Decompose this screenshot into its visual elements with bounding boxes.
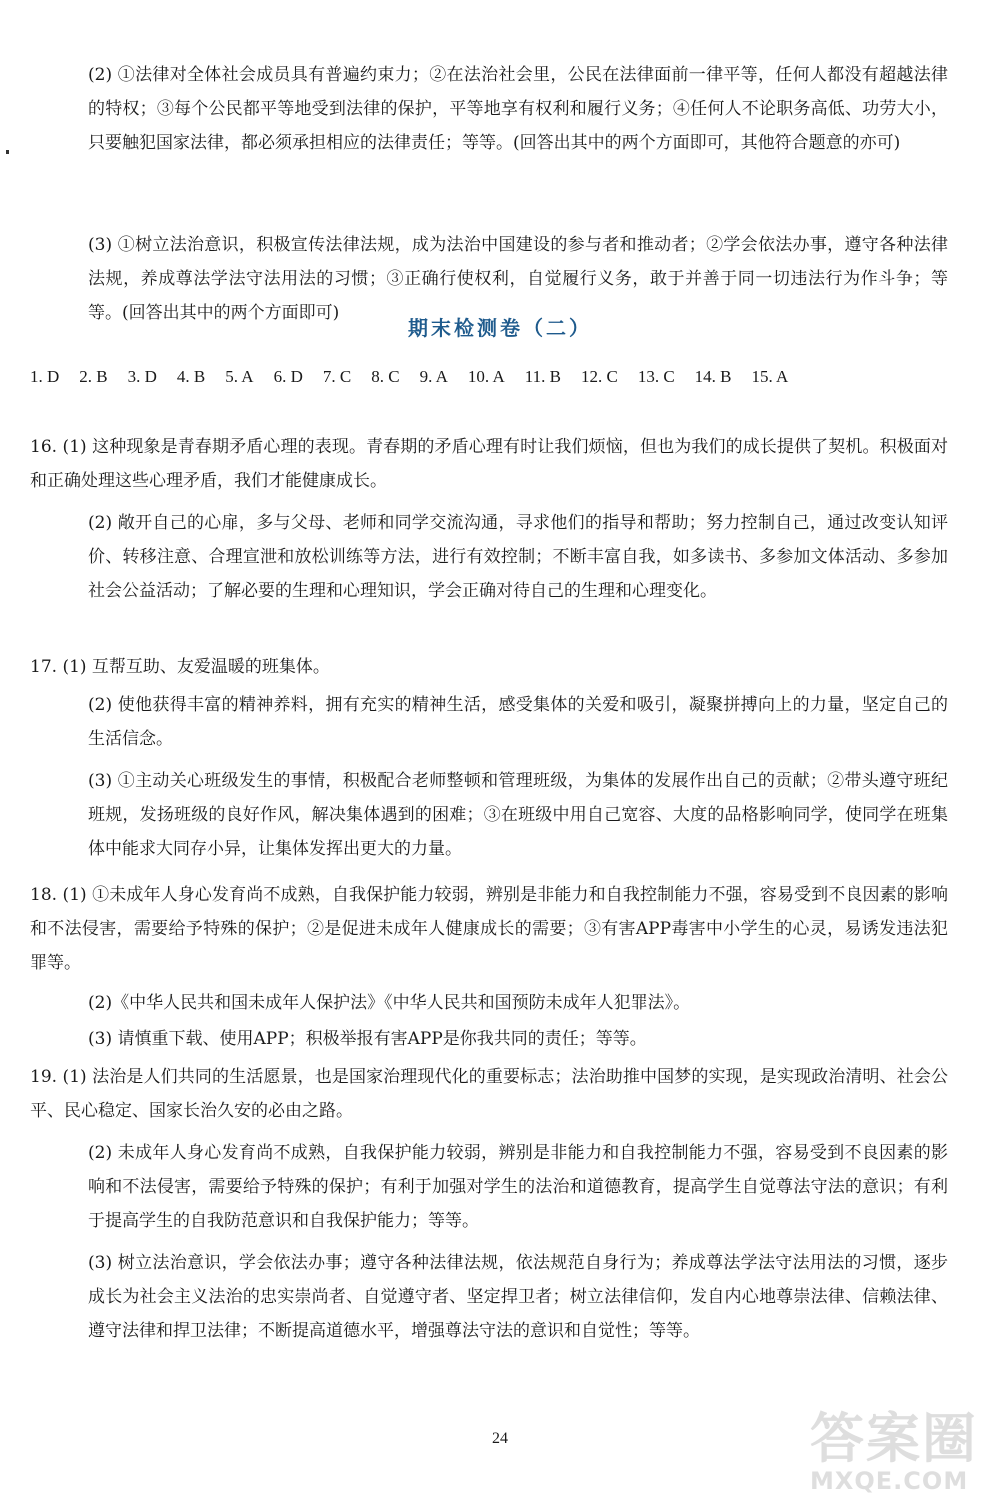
choice-answer: 5. A [225,367,254,386]
q17-part1: 17. (1) 互帮互助、友爱温暖的班集体。 [30,657,330,677]
section-title: 期末检测卷（二） [408,316,592,340]
choice-answer: 15. A [751,367,789,386]
watermark-logo [810,1396,990,1496]
q18-part1: 18. (1) ①未成年人身心发育尚不成熟，自我保护能力较弱，辨别是非能力和自我控制能力不强，容易受到不良因素的影响和不法侵害，需要给予特殊的保护；②是促进未成年人健康成长的需要；③有害APP毒害中小学生的心灵，易诱发违法犯罪等。 [30,885,948,973]
q18-part2: (2)《中华人民共和国未成年人保护法》《中华人民共和国预防未成年人犯罪法》。 [88,993,691,1013]
choice-answer: 11. B [524,367,561,386]
watermark-url: MXQE.COM [810,1467,969,1495]
q19-part3: (3) 树立法治意识，学会依法办事；遵守各种法律法规，依法规范自身行为；养成尊法学法守法用法的习惯，逐步成长为社会主义法治的忠实崇尚者、自觉遵守者、坚定捍卫者；树立法律信仰，发自内心地尊崇法律、信赖法律、遵守法律和捍卫法律；不断提高道德水平，增强尊法守法的意识和自觉性；等等。 [88,1253,948,1341]
q18-part3: (3) 请慎重下载、使用APP；积极举报有害APP是你我共同的责任；等等。 [88,1029,647,1049]
q17-part3: (3) ①主动关心班级发生的事情，积极配合老师整顿和管理班级，为集体的发展作出自己的贡献；②带头遵守班纪班规，发扬班级的良好作风，解决集体遇到的困难；③在班级中用自己宽容、大度的品格影响同学，使同学在班集体中能求大同存小异，让集体发挥出更大的力量。 [88,771,948,859]
choice-answer: 4. B [176,367,206,386]
choice-answer: 9. A [419,367,448,386]
choice-answer: 10. A [467,367,505,386]
choice-answer: 14. B [694,367,732,386]
prev-q2-answer: (2) ①法律对全体社会成员具有普遍约束力；②在法治社会里，公民在法律面前一律平等，任何人都没有超越法律的特权；③每个公民都平等地受到法律的保护，平等地享有权利和履行义务；④任何人不论职务高低、功劳大小，只要触犯国家法律，都必须承担相应的法律责任；等等。(回答出其中的两个方面即可，其他符合题意的亦可) [88,65,948,153]
page-number: 24 [492,1430,508,1447]
choice-answers [30,360,950,394]
choice-answer: 6. D [273,367,303,386]
q16-part2: (2) 敞开自己的心扉，多与父母、老师和同学交流沟通，寻求他们的指导和帮助；努力控制自己，通过改变认知评价、转移注意、合理宣泄和放松训练等方法，进行有效控制；不断丰富自我，如多读书、多参加文体活动、多参加社会公益活动；了解必要的生理和心理知识，学会正确对待自己的生理和心理变化。 [88,513,948,601]
choice-answer: 7. C [322,367,352,386]
choice-answer: 12. C [580,367,618,386]
q16-part1: 16. (1) 这种现象是青春期矛盾心理的表现。青春期的矛盾心理有时让我们烦恼，但也为我们的成长提供了契机。积极面对和正确处理这些心理矛盾，我们才能健康成长。 [30,437,948,491]
choice-answer: 3. D [127,367,157,386]
watermark-title: 答案圈 [810,1407,978,1470]
choice-answer: 1. D [30,367,60,386]
choice-answer: 8. C [371,367,400,386]
prev-q3-answer: (3) ①树立法治意识，积极宣传法律法规，成为法治中国建设的参与者和推动者；②学会依法办事，遵守各种法律法规，养成尊法学法守法用法的习惯；③正确行使权利，自觉履行义务，敢于并善于同一切违法行为作斗争；等等。(回答出其中的两个方面即可) [88,235,948,323]
choice-answer: 2. B [79,367,108,386]
q17-part2: (2) 使他获得丰富的精神养料，拥有充实的精神生活，感受集体的关爱和吸引，凝聚拼搏向上的力量，坚定自己的生活信念。 [88,695,948,749]
q19-part1: 19. (1) 法治是人们共同的生活愿景，也是国家治理现代化的重要标志；法治助推中国梦的实现，是实现政治清明、社会公平、民心稳定、国家长治久安的必由之路。 [30,1067,948,1121]
choice-answer: 13. C [637,367,675,386]
scan-speck [6,150,9,154]
q19-part2: (2) 未成年人身心发育尚不成熟，自我保护能力较弱，辨别是非能力和自我控制能力不强，容易受到不良因素的影响和不法侵害，需要给予特殊的保护；有利于加强对学生的法治和道德教育，提高学生自觉尊法守法的意识；有利于提高学生的自我防范意识和自我保护能力；等等。 [88,1143,948,1231]
